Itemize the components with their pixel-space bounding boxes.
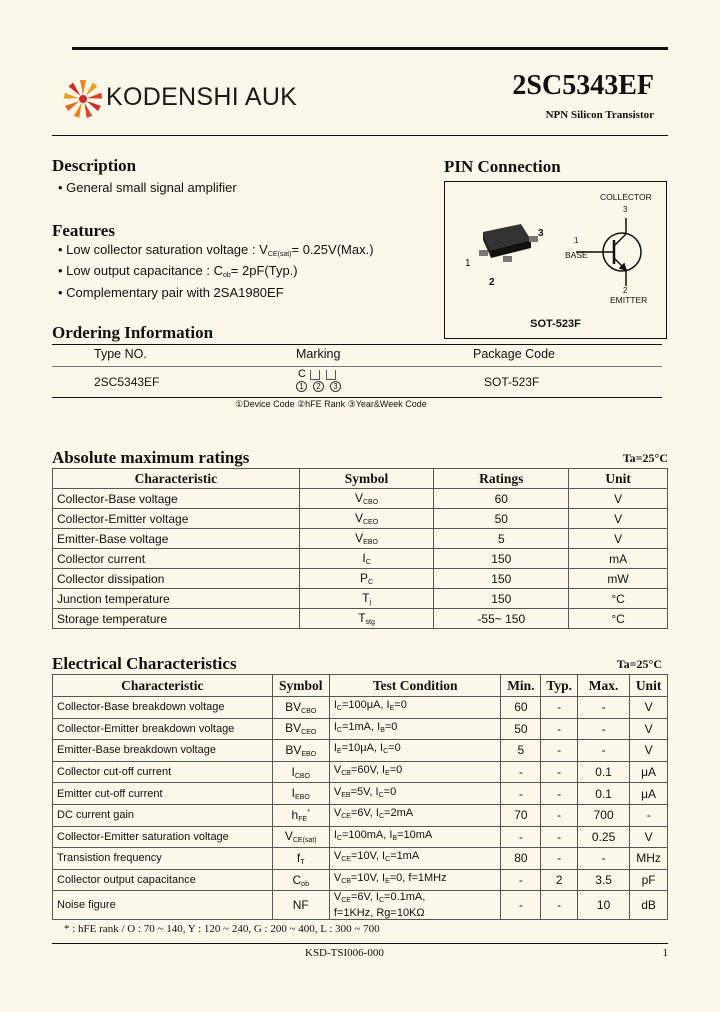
footer-doc-code: KSD-TSI006-000	[305, 947, 384, 959]
elec-unit: μA	[630, 761, 668, 783]
elec-test-condition: $V_{CB}=60V$, $I_E=0$	[329, 761, 501, 783]
logo-text: KODENSHI AUK	[106, 83, 298, 111]
abs-unit: °C	[569, 589, 668, 609]
collector-label: COLLECTOR	[600, 192, 652, 202]
feature-item: • Complementary pair with 2SA1980EF	[58, 284, 284, 300]
footer-page: 1	[662, 947, 668, 959]
abs-rating: 5	[434, 529, 569, 549]
base-label: BASE	[565, 250, 588, 260]
table-row	[53, 718, 668, 740]
elec-symbol: $BV_{CBO}$	[272, 697, 329, 719]
abs-symbol: $P_C$	[299, 569, 434, 589]
elec-characteristic: DC current gain	[53, 804, 273, 826]
marking-device-code: C	[298, 368, 306, 380]
elec-test-condition: $V_{CE}=6V$, $I_C=0.1mA$, f=1KHz, Rg=10KΩ	[329, 891, 501, 920]
elec-typ: -	[541, 761, 578, 783]
elec-unit: μA	[630, 783, 668, 805]
collector-pin-number: 3	[623, 205, 628, 214]
description-title: Description	[52, 156, 137, 175]
elec-characteristic: Transistion frequency	[53, 848, 273, 870]
table-row	[53, 826, 668, 848]
pin-diagram-box	[444, 181, 667, 339]
elec-typ: -	[541, 891, 578, 920]
top-rule	[72, 47, 668, 50]
abs-unit: °C	[569, 609, 668, 629]
elec-typ: 2	[541, 869, 578, 891]
elec-test-condition: $I_C=100mA$, $I_B=10mA$	[329, 826, 501, 848]
emitter-label: EMITTER	[610, 295, 648, 305]
elec-max: -	[578, 697, 630, 719]
table-row	[53, 761, 668, 783]
abs-symbol: $T_j$	[299, 589, 434, 609]
elec-test-condition: $V_{CB}=10V$, $I_E=0$, f=1MHz	[329, 869, 501, 891]
ordering-title: Ordering Information	[52, 323, 214, 342]
elec-characteristic: Collector output capacitance	[53, 869, 273, 891]
pin-label-2: 2	[489, 277, 495, 288]
logo-sunburst-icon	[62, 78, 104, 120]
abs-max-title: Absolute maximum ratings	[52, 448, 250, 467]
abs-header-symbol: Symbol	[299, 469, 434, 489]
elec-min: -	[501, 783, 541, 805]
elec-min: 60	[501, 697, 541, 719]
elec-characteristic: Collector cut-off current	[53, 761, 273, 783]
ordering-header-marking: Marking	[296, 347, 341, 361]
table-row	[53, 509, 668, 529]
elec-min: 70	[501, 804, 541, 826]
elec-symbol: $f_T$	[272, 848, 329, 870]
elec-test-condition: $I_C=100\mu A$, $I_E=0$	[329, 697, 501, 719]
table-row	[53, 549, 668, 569]
marking-slot	[326, 370, 336, 380]
description-item: • General small signal amplifier	[58, 180, 237, 195]
table-row	[53, 848, 668, 870]
abs-characteristic: Collector-Emitter voltage	[53, 509, 300, 529]
elec-max: -	[578, 848, 630, 870]
elec-unit: -	[630, 804, 668, 826]
elec-test-condition: $I_C=1mA$, $I_B=0$	[329, 718, 501, 740]
elec-typ: -	[541, 718, 578, 740]
abs-symbol: $I_C$	[299, 549, 434, 569]
part-subtitle: NPN Silicon Transistor	[545, 109, 654, 121]
table-row	[53, 891, 668, 920]
elec-header-min: Min.	[501, 675, 541, 697]
feature-item: • Low output capacitance : $C_{ob}= 2pF(Typ.)$	[58, 263, 298, 280]
elec-symbol: $I_{EBO}$	[272, 783, 329, 805]
abs-max-table	[52, 468, 668, 629]
marking-slot	[310, 370, 320, 380]
abs-rating: 50	[434, 509, 569, 529]
ordering-top-rule	[52, 344, 662, 345]
abs-rating: 150	[434, 549, 569, 569]
abs-characteristic: Storage temperature	[53, 609, 300, 629]
elec-typ: -	[541, 804, 578, 826]
abs-unit: mW	[569, 569, 668, 589]
elec-min: 5	[501, 740, 541, 762]
header-rule	[52, 135, 668, 136]
elec-symbol: $I_{CBO}$	[272, 761, 329, 783]
elec-typ: -	[541, 826, 578, 848]
table-row	[53, 589, 668, 609]
elec-characteristic: Emitter cut-off current	[53, 783, 273, 805]
features-title: Features	[52, 221, 115, 240]
part-number: 2SC5343EF	[512, 70, 654, 101]
package-label: SOT-523F	[530, 318, 581, 330]
elec-symbol: $BV_{CEO}$	[272, 718, 329, 740]
ordering-type: 2SC5343EF	[94, 375, 160, 389]
elec-max: -	[578, 740, 630, 762]
elec-unit: V	[630, 718, 668, 740]
elec-header-symbol: Symbol	[272, 675, 329, 697]
elec-header-typ: Typ.	[541, 675, 578, 697]
elec-min: -	[501, 761, 541, 783]
abs-characteristic: Junction temperature	[53, 589, 300, 609]
table-row	[53, 804, 668, 826]
elec-unit: V	[630, 697, 668, 719]
elec-characteristic: Collector-Base breakdown voltage	[53, 697, 273, 719]
marking-num-3: 3	[330, 381, 341, 392]
abs-characteristic: Collector current	[53, 549, 300, 569]
ordering-bottom-rule	[52, 397, 662, 398]
marking-num-2: 2	[313, 381, 324, 392]
emitter-pin-number: 2	[623, 286, 628, 295]
elec-symbol: $C_{ob}$	[272, 869, 329, 891]
elec-max: 0.1	[578, 783, 630, 805]
elec-max: 700	[578, 804, 630, 826]
abs-rating: -55~ 150	[434, 609, 569, 629]
pin-diagram	[445, 182, 666, 338]
elec-footnote: * : hFE rank / O : 70 ~ 140, Y : 120 ~ 240, G : 200 ~ 400, L : 300 ~ 700	[64, 923, 380, 935]
abs-characteristic: Collector dissipation	[53, 569, 300, 589]
abs-unit: V	[569, 529, 668, 549]
elec-unit: V	[630, 740, 668, 762]
elec-typ: -	[541, 740, 578, 762]
elec-characteristic: Emitter-Base breakdown voltage	[53, 740, 273, 762]
ordering-header-type: Type NO.	[94, 347, 147, 361]
elec-min: 50	[501, 718, 541, 740]
elec-header-test-condition: Test Condition	[329, 675, 501, 697]
elec-typ: -	[541, 783, 578, 805]
elec-symbol: $V_{CE(sat)}$	[272, 826, 329, 848]
table-row	[53, 869, 668, 891]
elec-min: -	[501, 891, 541, 920]
abs-header-unit: Unit	[569, 469, 668, 489]
abs-unit: V	[569, 509, 668, 529]
table-row	[53, 697, 668, 719]
table-row	[53, 783, 668, 805]
features-list	[58, 242, 374, 301]
base-pin-number: 1	[574, 236, 579, 245]
elec-header-unit: Unit	[630, 675, 668, 697]
abs-characteristic: Emitter-Base voltage	[53, 529, 300, 549]
abs-header-characteristic: Characteristic	[53, 469, 300, 489]
elec-typ: -	[541, 848, 578, 870]
ordering-note: ①Device Code ②hFE Rank ③Year&Week Code	[235, 399, 427, 409]
elec-test-condition: $V_{EB}=5V$, $I_C=0$	[329, 783, 501, 805]
marking-code	[296, 368, 346, 396]
abs-unit: mA	[569, 549, 668, 569]
table-row	[53, 740, 668, 762]
ordering-header-package: Package Code	[473, 347, 556, 361]
elec-unit: pF	[630, 869, 668, 891]
abs-header-ratings: Ratings	[434, 469, 569, 489]
ordering-package: SOT-523F	[484, 375, 540, 389]
abs-unit: V	[569, 489, 668, 509]
elec-max: 10	[578, 891, 630, 920]
table-row	[53, 569, 668, 589]
marking-num-1: 1	[296, 381, 307, 392]
abs-symbol: $V_{CBO}$	[299, 489, 434, 509]
elec-unit: dB	[630, 891, 668, 920]
abs-symbol: $V_{EBO}$	[299, 529, 434, 549]
elec-characteristic: Collector-Emitter breakdown voltage	[53, 718, 273, 740]
elec-max: 0.25	[578, 826, 630, 848]
elec-header-characteristic: Characteristic	[53, 675, 273, 697]
footer-rule	[52, 943, 668, 944]
abs-max-condition: Ta=25°C	[622, 451, 668, 465]
ordering-mid-rule	[52, 366, 662, 367]
pin-connection-title: PIN Connection	[444, 157, 561, 176]
elec-min: 80	[501, 848, 541, 870]
pin-label-1: 1	[465, 258, 471, 269]
elec-symbol: $BV_{EBO}$	[272, 740, 329, 762]
elec-typ: -	[541, 697, 578, 719]
table-row	[53, 529, 668, 549]
sot523-package-icon	[479, 224, 538, 262]
abs-rating: 150	[434, 569, 569, 589]
abs-symbol: $T_{stg}$	[299, 609, 434, 629]
feature-item: • Low collector saturation voltage : $V_{CE(sat)}= 0.25V(Max.)$	[58, 242, 374, 258]
elec-unit: MHz	[630, 848, 668, 870]
elec-table	[52, 674, 668, 920]
elec-max: 0.1	[578, 761, 630, 783]
elec-test-condition: $V_{CE}=6V$, $I_C=2mA$	[329, 804, 501, 826]
elec-max: -	[578, 718, 630, 740]
abs-rating: 150	[434, 589, 569, 609]
abs-characteristic: Collector-Base voltage	[53, 489, 300, 509]
pin-label-3: 3	[538, 228, 544, 239]
elec-symbol: $h_{FE}^*$	[272, 804, 329, 826]
elec-min: -	[501, 826, 541, 848]
elec-characteristic: Collector-Emitter saturation voltage	[53, 826, 273, 848]
table-row	[53, 489, 668, 509]
elec-test-condition: $V_{CE}=10V$, $I_C=1mA$	[329, 848, 501, 870]
table-row	[53, 609, 668, 629]
elec-condition: Ta=25°C	[616, 657, 662, 671]
elec-max: 3.5	[578, 869, 630, 891]
elec-test-condition: $I_E=10\mu A$, $I_C=0$	[329, 740, 501, 762]
company-logo	[62, 78, 104, 120]
elec-min: -	[501, 869, 541, 891]
elec-symbol: NF	[272, 891, 329, 920]
elec-header-max: Max.	[578, 675, 630, 697]
abs-rating: 60	[434, 489, 569, 509]
elec-characteristic: Noise figure	[53, 891, 273, 920]
abs-symbol: $V_{CEO}$	[299, 509, 434, 529]
elec-unit: V	[630, 826, 668, 848]
elec-title: Electrical Characteristics	[52, 654, 237, 673]
